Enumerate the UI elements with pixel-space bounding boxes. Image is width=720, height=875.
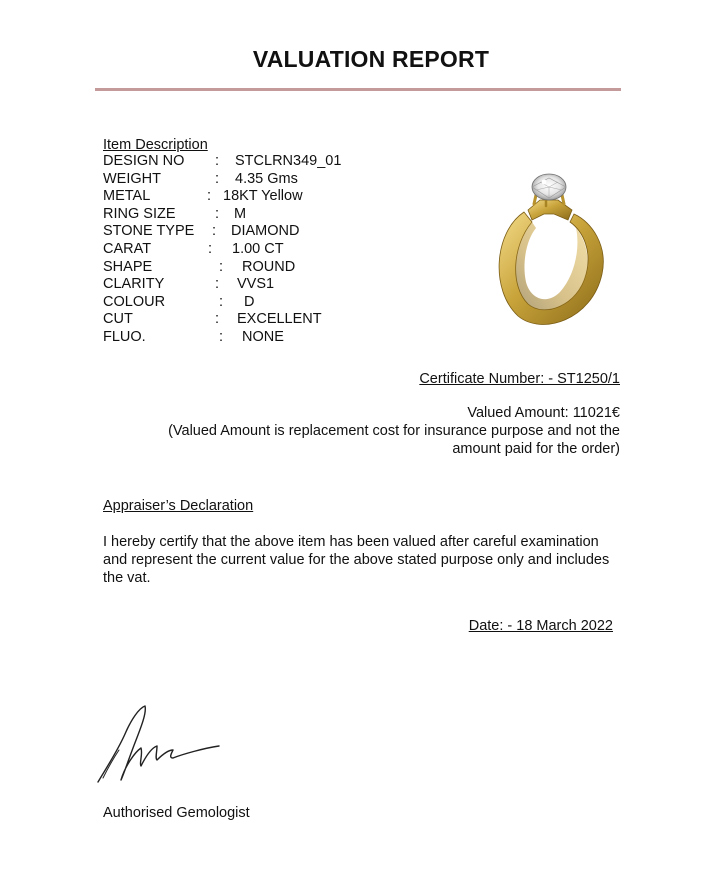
valued-amount-note: (Valued Amount is replacement cost for insurance purpose and not the amount paid for the order) xyxy=(168,423,620,457)
title-divider xyxy=(95,88,621,91)
gold-solitaire-ring-icon xyxy=(488,170,610,330)
spec-separator: : xyxy=(215,206,220,222)
signature-icon xyxy=(95,700,225,790)
spec-label: WEIGHT xyxy=(103,171,161,187)
spec-value: VVS1 xyxy=(237,276,275,292)
spec-label: SHAPE xyxy=(103,259,153,275)
spec-separator: : xyxy=(215,311,220,327)
spec-label: METAL xyxy=(103,188,151,204)
spec-value: 18KT Yellow xyxy=(223,188,303,204)
spec-value: EXCELLENT xyxy=(237,311,322,327)
spec-separator: : xyxy=(208,241,213,257)
spec-label: COLOUR xyxy=(103,294,166,310)
certificate-number: Certificate Number: - ST1250/1 xyxy=(419,371,620,387)
spec-label: STONE TYPE xyxy=(103,223,195,239)
spec-label: CUT xyxy=(103,311,133,327)
spec-label: DESIGN NO xyxy=(103,153,185,169)
spec-separator: : xyxy=(219,294,224,310)
spec-separator: : xyxy=(215,171,220,187)
spec-value: NONE xyxy=(242,329,284,345)
declaration-text: I hereby certify that the above item has been valued after careful examination and represent the current value for the above stated purpose only and includes the vat. xyxy=(103,534,610,586)
spec-separator: : xyxy=(207,188,212,204)
spec-separator: : xyxy=(219,329,224,345)
spec-value: M xyxy=(234,206,247,222)
spec-value: D xyxy=(244,294,255,310)
spec-value: 1.00 CT xyxy=(232,241,284,257)
spec-separator: : xyxy=(212,223,217,239)
spec-separator: : xyxy=(219,259,224,275)
valued-amount: Valued Amount: 11021€ xyxy=(467,405,620,421)
spec-value: DIAMOND xyxy=(231,223,300,239)
spec-separator: : xyxy=(215,153,220,169)
spec-label: RING SIZE xyxy=(103,206,176,222)
spec-label: FLUO. xyxy=(103,329,146,345)
item-description-heading: Item Description xyxy=(103,137,208,153)
spec-label: CARAT xyxy=(103,241,152,257)
spec-value: 4.35 Gms xyxy=(235,171,298,187)
spec-label: CLARITY xyxy=(103,276,165,292)
declaration-heading: Appraiser’s Declaration xyxy=(103,498,254,514)
spec-value: STCLRN349_01 xyxy=(235,153,342,169)
spec-value: ROUND xyxy=(242,259,296,275)
report-date: Date: - 18 March 2022 xyxy=(468,618,613,634)
signatory-title: Authorised Gemologist xyxy=(103,805,250,821)
report-title: VALUATION REPORT xyxy=(252,46,490,72)
spec-separator: : xyxy=(215,276,220,292)
